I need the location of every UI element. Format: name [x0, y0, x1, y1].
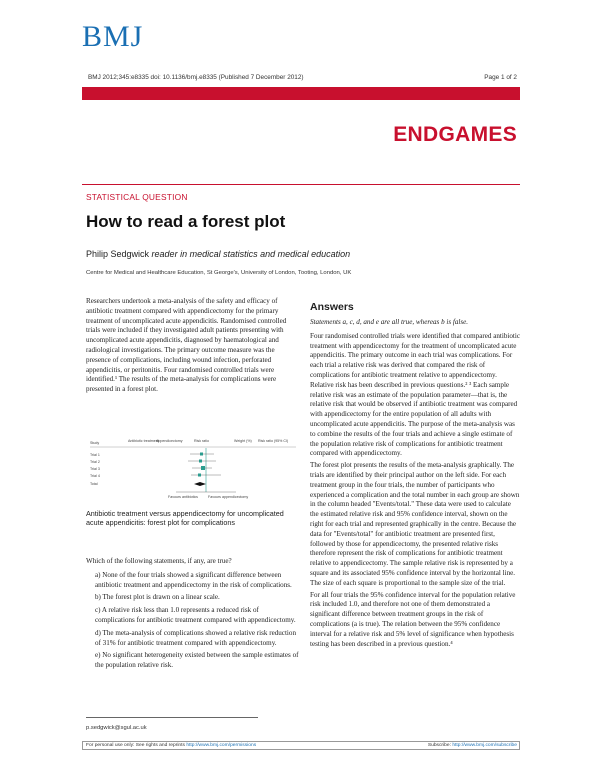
fp-row-label: Trial 2: [90, 460, 100, 464]
bmj-logo[interactable]: BMJ: [82, 20, 144, 53]
fp-axis-high-label: Favours appendicectomy: [208, 495, 249, 499]
figure-caption: Antibiotic treatment versus appendicectomy for uncomplicated acute appendicitis: forest plot for complications: [86, 509, 284, 527]
permissions-link[interactable]: http://www.bmj.com/permissions: [186, 743, 257, 748]
fp-col-study: Study: [90, 441, 100, 445]
answers-paragraph: Four randomised controlled trials were identified that compared antibiotic treatment with appendicectomy for the treatment of uncomplicated acute appendicitis. The primary outcome in each trial was complications. For each trial a relative risk was derived that compared the risk of complications for antibiotic treatment relative to appendicectomy. Relative risk has been described in previous questions.² ³ Each sample relative risk was an estimate of the population parameter—that is, the relative risk that would be observed if antibiotic treatment was compared with appendicectomy for the entire population of all adults with uncomplicated acute appendicitis. The purpose of the meta-analysis was to combine the results of the four trials and achieve a single estimate of the population relative risk of complications for antibiotic treatment compared with appendicectomy.: [310, 331, 520, 458]
question-option: a) None of the four trials showed a significant difference between antibiotic treatment and appendicectomy in the risk of complications.: [95, 570, 292, 589]
fp-row-label: Trial 1: [90, 453, 100, 457]
intro-paragraph: Researchers undertook a meta-analysis of the safety and efficacy of antibiotic treatment compared with appendicectomy for the primary treatment of uncomplicated acute appendicitis. Randomised controlled trials were included if they investigated adult patients presenting with uncomplicated acute appendicitis, diagnosed by haematological and radiological investigations. The primary outcome measure was the presence of complications, including wound infection, perforated appendicitis, or peritonitis. Four randomised controlled trials were identified.¹ The results of the meta-analysis for complications were presented in a forest plot.: [86, 297, 287, 394]
fp-summary-diamond: [194, 482, 206, 486]
fp-col-appendicectomy: Appendicectomy: [156, 439, 183, 443]
forest-plot: [86, 434, 300, 506]
banner-divider: [82, 184, 520, 185]
fp-estimate-square: [198, 474, 201, 477]
fp-row-label: Total: [90, 482, 98, 486]
page-number: Page 1 of 2: [484, 74, 517, 81]
article-category: STATISTICAL QUESTION: [86, 192, 188, 202]
question-option: d) The meta-analysis of complications showed a relative risk reduction of 31% for antibiotic treatment compared with appendicectomy.: [95, 628, 296, 647]
author-line: [86, 249, 350, 259]
footer-rights: [86, 743, 256, 748]
question-option: c) A relative risk less than 1.0 represents a reduced risk of complications for antibiotic treatment compared with appendicectomy.: [95, 606, 296, 624]
fp-row-label: Trial 4: [90, 474, 100, 478]
answers-text: [310, 318, 520, 651]
question-stem: Which of the following statements, if any, are true?: [86, 557, 232, 565]
fp-col-antibiotic: Antibiotic treatment: [128, 439, 159, 443]
answers-summary: Statements a, c, d, and e are all true, whereas b is false.: [310, 318, 469, 326]
citation: BMJ 2012;345:e8335 doi: 10.1136/bmj.e8335 (Published 7 December 2012): [88, 74, 304, 81]
affiliation: Centre for Medical and Healthcare Education, St George's, University of London, Tooting, London, UK: [86, 270, 352, 276]
answers-paragraph: For all four trials the 95% confidence interval for the population relative risk included 1.0, and therefore not one of them demonstrated a significant difference between treatment groups in the risk of complications (a is true). The relation between the 95% confidence interval for a relative risk and 5% level of significance when hypothesis testing has been described in a previous question.⁴: [310, 590, 516, 648]
footer-subscribe-label: Subscribe:: [427, 743, 451, 748]
answers-heading: Answers: [310, 301, 354, 313]
author-email[interactable]: p.sedgwick@sgul.ac.uk: [86, 725, 147, 731]
fp-col-rr: Risk ratio (95% CI): [258, 439, 289, 443]
intro-text: [86, 297, 299, 395]
article-title: How to read a forest plot: [86, 212, 286, 231]
footnote-rule: [86, 717, 258, 718]
question-block: [86, 557, 299, 674]
author-name: Philip Sedgwick: [86, 249, 150, 259]
section-banner: ENDGAMES: [393, 123, 517, 146]
question-option: b) The forest plot is drawn on a linear scale.: [95, 593, 220, 602]
fp-estimate-square: [200, 453, 203, 456]
fp-axis-low-label: Favours antibiotics: [168, 495, 198, 499]
fp-col-weight: Weight (%): [234, 439, 252, 443]
fp-estimate-square: [201, 466, 205, 470]
footer-subscribe: [428, 743, 517, 748]
fp-row-label: Trial 3: [90, 467, 100, 471]
fp-estimate-square: [199, 460, 202, 463]
question-option: e) No significant heterogeneity existed between the sample estimates of the population relative risk.: [95, 651, 299, 670]
fp-col-rr-header: Risk ratio: [194, 439, 209, 443]
forest-plot-figure: [86, 434, 300, 506]
subscribe-link[interactable]: http://www.bmj.com/subscribe: [452, 743, 517, 748]
answers-paragraph: The forest plot presents the results of the meta-analysis graphically. The trials are identified by their principal author on the left side. For each treatment group in the four trials, the number of participants who experienced a complication and the total number in each group are shown in the column headed "Events/total." These data were used to calculate the estimated relative risk and 95% confidence interval, shown on the right for each trial and represented graphically in the centre. Because the data for "Events/total" for antibiotic treatment are presented first, followed by those for appendicectomy, the presented relative risks therefore represent the risk of complications for antibiotic treatment relative to appendicectomy. The sample relative risk is represented by a square and its associated 95% confidence interval by the horizontal line. The size of each square is proportional to the sample size of the trial.: [310, 461, 520, 587]
header-red-bar: [82, 87, 520, 100]
author-role: reader in medical statistics and medical education: [151, 249, 351, 259]
footer-rights-label: For personal use only: See rights and reprints: [86, 743, 185, 748]
